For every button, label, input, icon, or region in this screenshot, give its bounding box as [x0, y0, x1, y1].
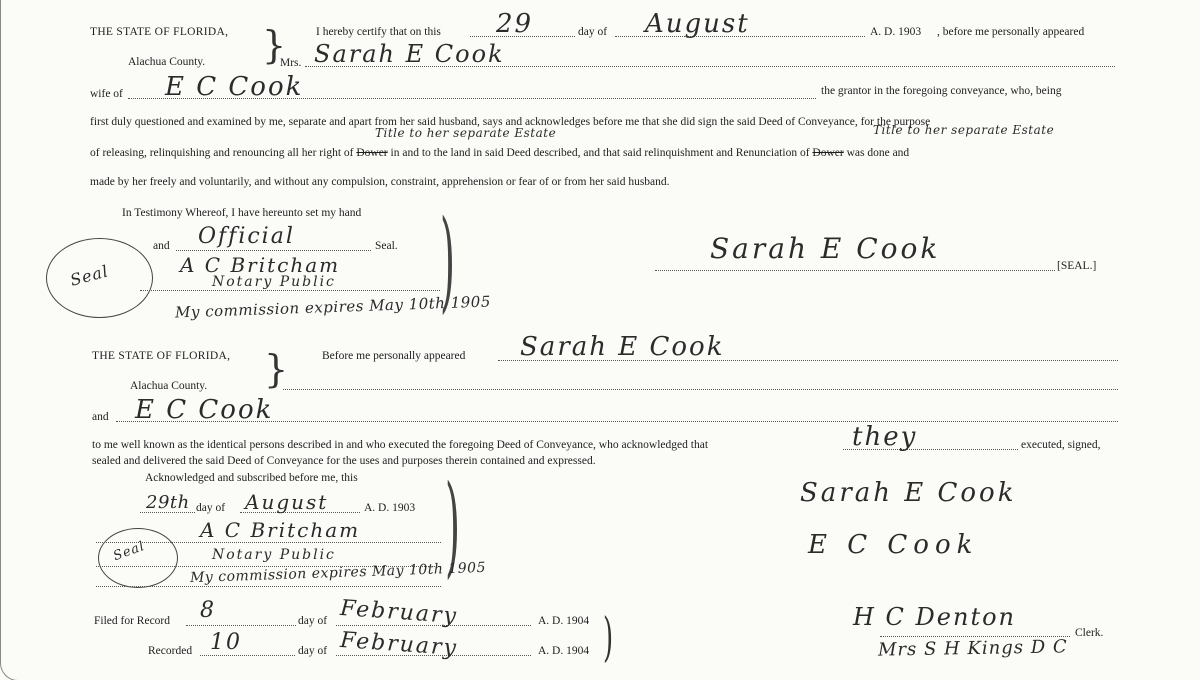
appeared-name-1: Sarah E Cook	[520, 332, 725, 362]
page-edge	[0, 0, 19, 680]
line4-struck1: Dower	[356, 147, 388, 159]
month-value-1: August	[645, 9, 750, 39]
day-of-2: day of	[196, 502, 226, 514]
notary-line-2c	[96, 586, 441, 587]
day-value-1: 29	[496, 9, 534, 39]
and-label-1: and	[153, 240, 170, 252]
clerk-signature: H C Denton	[853, 603, 1017, 631]
line4-part2: in and to the land in said Deed described, and that said relinquishment and Renunciation of	[390, 147, 810, 159]
filed-month: February	[339, 595, 459, 630]
filed-label: Filed for Record	[94, 615, 171, 627]
filed-day-line	[186, 625, 296, 626]
body-line-3: first duly questioned and examined by me, separate and apart from her said husband, says and acknowledges before me that she did sign the said Deed of Conveyance, for the purpose	[90, 116, 931, 128]
body-line-5: made by her freely and voluntarily, and without any compulsion, constraint, apprehension or fear of or from her said husband.	[90, 176, 670, 188]
ad-text-2: A. D. 1903	[364, 502, 416, 514]
line4-part1: of releasing, relinquishing and renouncing all her right of	[90, 147, 354, 159]
official-line	[176, 250, 371, 251]
appeared-line-2	[283, 389, 1118, 390]
notary-seal-2	[98, 528, 178, 588]
grantor-signature: Sarah E Cook	[710, 232, 941, 265]
mrs-name: Sarah E Cook	[314, 40, 505, 68]
sealed-line: sealed and delivered the said Deed of Conveyance for the uses and purposes therein contained and expressed.	[92, 455, 596, 467]
recorded-day: 10	[210, 630, 242, 655]
seal-bracket: [SEAL.]	[1057, 260, 1097, 272]
signature-line-1	[655, 270, 1055, 271]
grantor-text: the grantor in the foregoing conveyance, who, being	[821, 85, 1062, 97]
commission-1: My commission expires May 10th 1905	[174, 292, 492, 322]
signature-ec: E C Cook	[808, 530, 979, 560]
clerk-label: Clerk.	[1075, 627, 1104, 639]
county-label-2: Alachua County.	[130, 380, 208, 392]
insert-text-a: Title to her separate Estate	[375, 126, 557, 140]
state-heading-2: THE STATE OF FLORIDA,	[92, 350, 231, 362]
filed-day: 8	[200, 598, 216, 623]
body-line-4	[90, 148, 909, 160]
recorded-ad: A. D. 1904	[538, 645, 590, 657]
insert-text-b: Title to her separate Estate	[873, 123, 1055, 137]
signature-sarah: Sarah E Cook	[800, 478, 1017, 508]
wife-of-label: wife of	[90, 88, 123, 100]
month-value-2: August	[245, 490, 329, 514]
commission-2: My commission expires May 10th 1905	[189, 559, 487, 587]
ack-text: Acknowledged and subscribed before me, this	[145, 472, 358, 484]
brace-notary-1: )	[440, 196, 456, 324]
notary-title-2: Notary Public	[212, 547, 336, 563]
deputy-signature: Mrs S H Kings D C	[877, 636, 1068, 661]
brace-2: }	[264, 347, 289, 391]
testimony-text: In Testimony Whereof, I have hereunto set my hand	[122, 207, 362, 219]
and-label-2: and	[92, 411, 109, 423]
ad-text-1: A. D. 1903	[870, 26, 922, 38]
notary-line-1	[140, 290, 440, 291]
day-of-1: day of	[578, 26, 608, 38]
brace-1: }	[262, 23, 287, 67]
they-value: they	[852, 422, 918, 452]
notary-sig-1: A C Britcham	[180, 253, 341, 277]
line4-part3: was done and	[846, 147, 910, 159]
mrs-label: Mrs.	[280, 57, 302, 69]
known-text: to me well known as the identical persons described in and who executed the foregoing Deed of Conveyance, who acknowledged that	[92, 439, 709, 451]
notary-sig-2: A C Britcham	[200, 518, 361, 542]
seal-label-1: Seal.	[375, 240, 398, 252]
county-label-1: Alachua County.	[128, 56, 206, 68]
husband-name: E C Cook	[165, 72, 304, 102]
notary-line-2a	[96, 542, 441, 543]
seal-stamp-1: Seal	[68, 261, 111, 290]
recorded-day-of: day of	[298, 645, 328, 657]
executed-text: executed, signed,	[1021, 439, 1101, 451]
before-me-text-2: Before me personally appeared	[322, 350, 466, 362]
appeared-name-2: E C Cook	[135, 395, 274, 425]
state-heading-1: THE STATE OF FLORIDA,	[90, 26, 229, 38]
official-hw: Official	[198, 224, 295, 249]
filed-ad: A. D. 1904	[538, 615, 590, 627]
brace-notary-2: )	[445, 461, 461, 589]
filed-day-of: day of	[298, 615, 328, 627]
recorded-day-line	[200, 655, 295, 656]
recorded-month: February	[339, 627, 459, 662]
notary-title-1: Notary Public	[212, 274, 336, 290]
line4-struck2: Dower	[812, 147, 844, 159]
seal-stamp-2: Seal	[111, 538, 148, 565]
certify-text: I hereby certify that on this	[316, 26, 441, 38]
filing-brace: )	[603, 608, 614, 668]
recorded-label: Recorded	[148, 645, 193, 657]
before-me-text: , before me personally appeared	[937, 26, 1085, 38]
day-value-2: 29th	[146, 492, 190, 513]
